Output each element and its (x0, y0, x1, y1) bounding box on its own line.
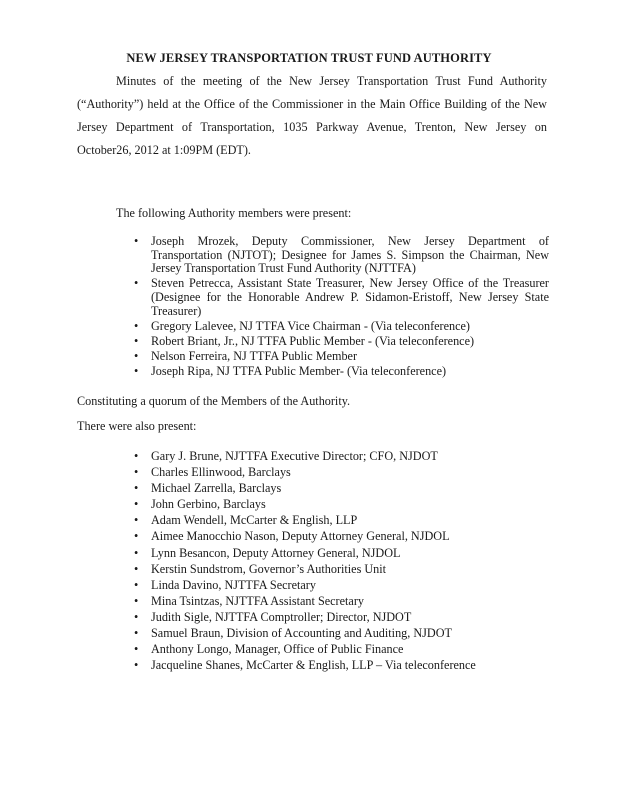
list-item: • Charles Ellinwood, Barclays (134, 464, 554, 480)
list-item: • Gregory Lalevee, NJ TTFA Vice Chairman - (Via teleconference) (134, 320, 549, 334)
also-present-list (134, 448, 554, 673)
also-present-heading: There were also present: (77, 419, 197, 433)
quorum-statement: Constituting a quorum of the Members of the Authority. (77, 394, 351, 408)
list-item: • Mina Tsintzas, NJTTFA Assistant Secretary (134, 593, 554, 609)
list-item: • Lynn Besancon, Deputy Attorney General, NJDOL (134, 545, 554, 561)
list-item: • Joseph Mrozek, Deputy Commissioner, New Jersey Department of Transportation (NJTOT); Designee for James S. Simpson the Chairman, New Jersey Transportation Trust Fund Authority (NJTTFA) (134, 235, 549, 276)
list-item: • Joseph Ripa, NJ TTFA Public Member- (Via teleconference) (134, 365, 549, 379)
list-item: • Steven Petrecca, Assistant State Treasurer, New Jersey Office of the Treasurer (Designee for the Honorable Andrew P. Sidamon-Eristoff, New Jersey State Treasurer) (134, 277, 549, 318)
intro-text: Minutes of the meeting of the New Jersey Transportation Trust Fund Authority (“Authority”) held at the Office of the Commissioner in the Main Office Building of the New Jersey Department of Transportation, 1035 Parkway Avenue, Trenton, New Jersey on October26, 2012 at 1:09PM (EDT). (77, 74, 547, 157)
list-item: • Nelson Ferreira, NJ TTFA Public Member (134, 350, 549, 364)
list-item: • Jacqueline Shanes, McCarter & English, LLP – Via teleconference (134, 657, 554, 673)
list-item: • Samuel Braun, Division of Accounting and Auditing, NJDOT (134, 625, 554, 641)
list-item: • Michael Zarrella, Barclays (134, 480, 554, 496)
list-item: • John Gerbino, Barclays (134, 496, 554, 512)
members-list (134, 235, 549, 381)
members-heading: The following Authority members were present: (116, 206, 352, 220)
list-item: • Gary J. Brune, NJTTFA Executive Director; CFO, NJDOT (134, 448, 554, 464)
list-item: • Robert Briant, Jr., NJ TTFA Public Member - (Via teleconference) (134, 335, 549, 349)
list-item: • Aimee Manocchio Nason, Deputy Attorney General, NJDOL (134, 528, 554, 544)
list-item: • Judith Sigle, NJTTFA Comptroller; Director, NJDOT (134, 609, 554, 625)
list-item: • Adam Wendell, McCarter & English, LLP (134, 512, 554, 528)
document-title: NEW JERSEY TRANSPORTATION TRUST FUND AUTHORITY (126, 51, 492, 65)
list-item: • Kerstin Sundstrom, Governor’s Authorities Unit (134, 561, 554, 577)
intro-paragraph (77, 70, 547, 162)
list-item: • Anthony Longo, Manager, Office of Public Finance (134, 641, 554, 657)
list-item: • Linda Davino, NJTTFA Secretary (134, 577, 554, 593)
